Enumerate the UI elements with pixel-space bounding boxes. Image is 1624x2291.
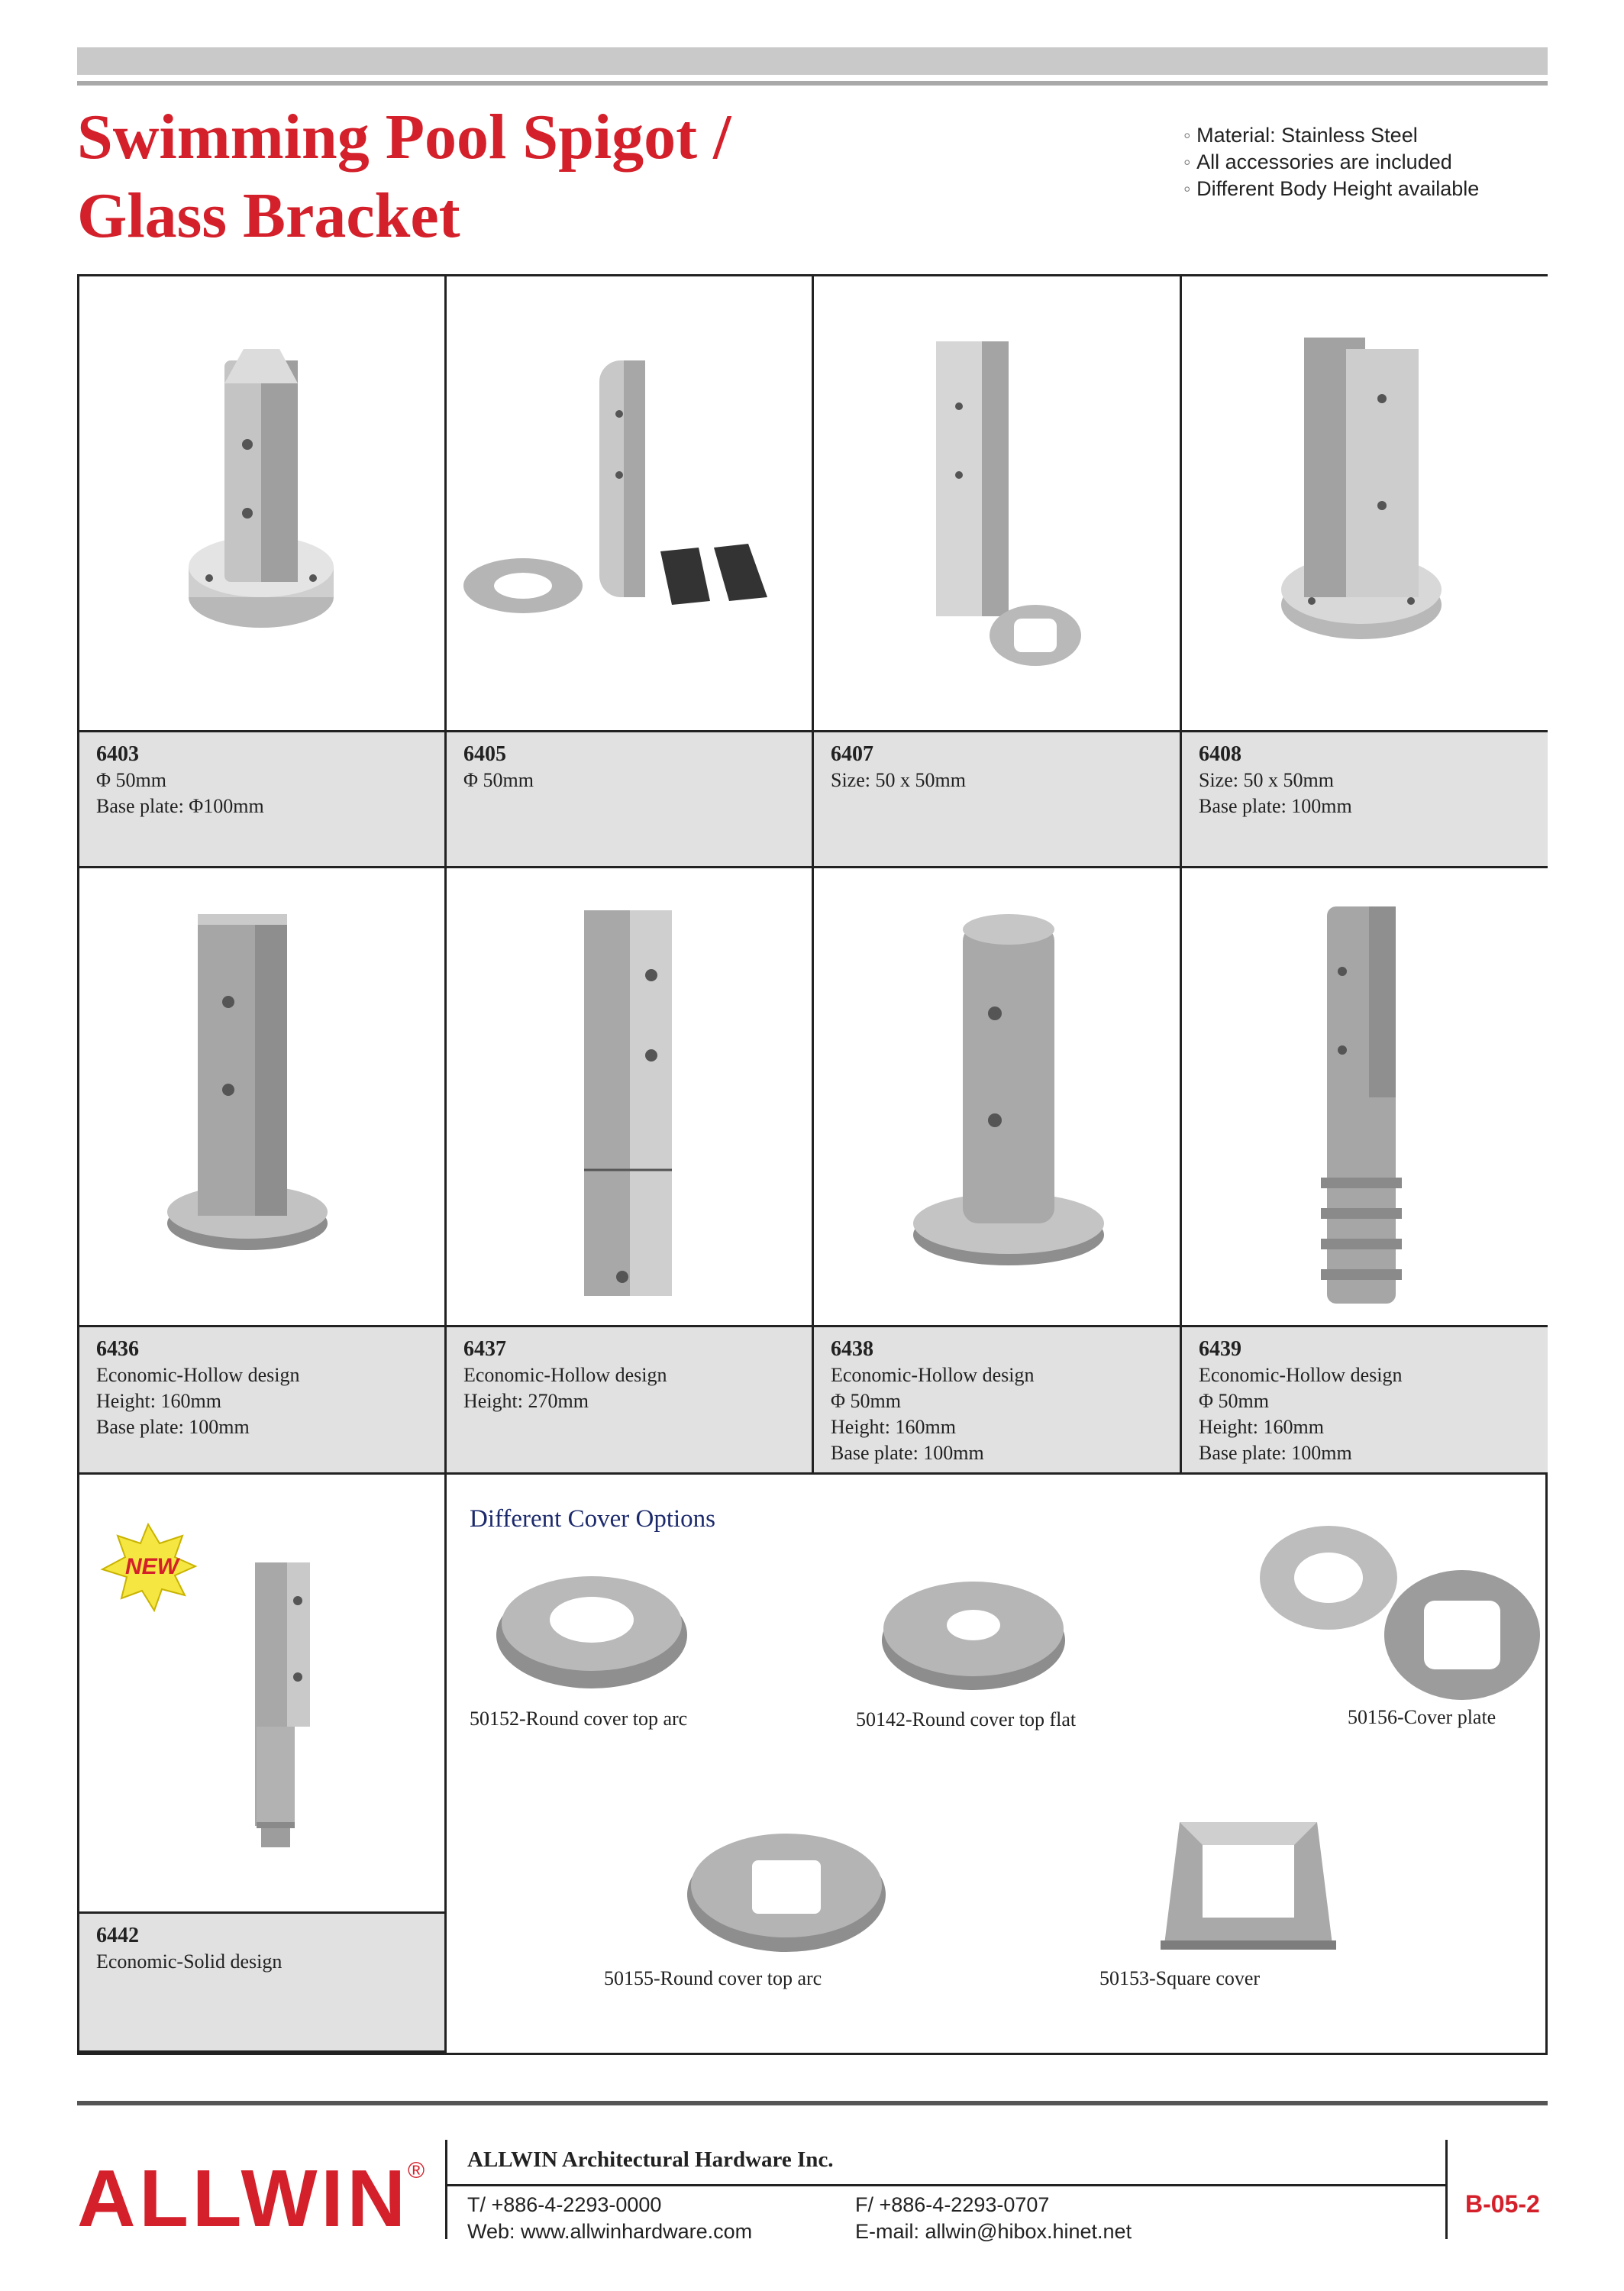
title-line-2: Glass Bracket	[77, 180, 460, 251]
product-code: 6436	[96, 1337, 139, 1361]
product-code: 6407	[831, 742, 873, 766]
product-card-6408	[1182, 276, 1548, 868]
top-decor-bar	[77, 47, 1548, 75]
company-name: ALLWIN Architectural Hardware Inc.	[467, 2147, 834, 2172]
feature-item: ◦ Material: Stainless Steel	[1183, 122, 1479, 149]
product-spec: Base plate: 100mm	[831, 1442, 984, 1464]
product-spec: Economic-Hollow design	[1199, 1364, 1403, 1386]
cover-label-50142: 50142-Round cover top flat	[856, 1708, 1077, 1730]
page-title	[77, 98, 731, 255]
product-caption-6442	[79, 1914, 447, 2053]
cover-plate-icon	[1256, 1517, 1546, 1708]
product-spec: Base plate: Φ100mm	[96, 795, 264, 817]
product-card-6437	[447, 868, 814, 1475]
product-image-6403	[79, 276, 447, 732]
contact-left	[467, 2192, 752, 2245]
cover-label-50155: 50155-Round cover top arc	[604, 1967, 822, 1989]
new-badge-text: NEW	[125, 1554, 179, 1579]
spigot-hollow-round-icon	[814, 868, 1180, 1325]
cover-round-arc-square-icon	[683, 1818, 889, 1956]
product-spec: Economic-Hollow design	[463, 1364, 667, 1386]
product-card-6407	[814, 276, 1182, 868]
page-code: B-05-2	[1465, 2190, 1540, 2218]
product-code: 6403	[96, 742, 139, 766]
product-spec: Size: 50 x 50mm	[831, 769, 966, 791]
product-card-6405	[447, 276, 814, 868]
product-spec: Base plate: 100mm	[96, 1416, 250, 1438]
product-code: 6405	[463, 742, 506, 766]
product-code: 6438	[831, 1337, 873, 1361]
product-caption-6439	[1182, 1327, 1548, 1475]
cover-label-50152: 50152-Round cover top arc	[470, 1708, 688, 1730]
product-spec: Φ 50mm	[463, 769, 534, 791]
feature-list	[1183, 122, 1479, 202]
product-image-6405	[447, 276, 814, 732]
product-spec: Height: 160mm	[831, 1416, 956, 1438]
product-card-6438	[814, 868, 1182, 1475]
product-card-6442	[79, 1475, 447, 2053]
footer-right-divider	[1445, 2140, 1448, 2239]
product-caption-6407	[814, 732, 1182, 868]
allwin-logo-icon	[77, 2154, 436, 2238]
cover-options-panel	[447, 1475, 1548, 2053]
spigot-tube-icon	[447, 276, 812, 730]
product-spec: Φ 50mm	[1199, 1390, 1269, 1412]
spigot-square-icon	[814, 276, 1180, 730]
footer-vertical-divider	[445, 2140, 447, 2239]
product-caption-6438	[814, 1327, 1182, 1475]
cover-label-50153: 50153-Square cover	[1099, 1967, 1261, 1989]
product-card-6403	[79, 276, 447, 868]
footer-divider	[77, 2101, 1548, 2105]
title-line-1: Swimming Pool Spigot /	[77, 102, 731, 173]
product-caption-6405	[447, 732, 814, 868]
product-spec: Economic-Solid design	[96, 1950, 283, 1973]
product-image-6439	[1182, 868, 1548, 1327]
cover-round-flat-icon	[878, 1560, 1069, 1694]
product-caption-6408	[1182, 732, 1548, 868]
website-link[interactable]: Web: www.allwinhardware.com	[467, 2220, 753, 2243]
fax-number: F/ +886-4-2293-0707	[855, 2193, 1050, 2216]
product-spec: Base plate: 100mm	[1199, 1442, 1352, 1464]
product-spec: Size: 50 x 50mm	[1199, 769, 1334, 791]
product-spec: Height: 270mm	[463, 1390, 589, 1412]
product-grid	[77, 274, 1548, 2055]
product-caption-6436	[79, 1327, 447, 1475]
product-spec: Φ 50mm	[96, 769, 166, 791]
spigot-hollow-square-icon	[79, 868, 444, 1325]
registered-mark: ®	[408, 2158, 425, 2183]
phone-number: T/ +886-4-2293-0000	[467, 2193, 662, 2216]
top-decor-line	[77, 81, 1548, 86]
allwin-logo	[77, 2154, 436, 2238]
product-spec: Height: 160mm	[1199, 1416, 1324, 1438]
cover-options-heading: Different Cover Options	[470, 1505, 715, 1533]
cover-round-arc-icon	[492, 1559, 691, 1692]
cover-square-icon	[1149, 1814, 1348, 1956]
spigot-round-icon	[79, 276, 444, 730]
spigot-solid-icon	[79, 1475, 444, 1911]
spigot-hollow-tall-icon	[447, 868, 812, 1325]
cover-label-50156: 50156-Cover plate	[1348, 1706, 1496, 1728]
footer-horizontal-divider	[445, 2184, 1445, 2186]
product-image-6436	[79, 868, 447, 1327]
product-code: 6442	[96, 1924, 139, 1947]
product-card-6436	[79, 868, 447, 1475]
product-image-6437	[447, 868, 814, 1327]
product-spec: Economic-Hollow design	[96, 1364, 300, 1386]
feature-item: ◦ Different Body Height available	[1183, 176, 1479, 202]
product-code: 6437	[463, 1337, 506, 1361]
product-spec: Base plate: 100mm	[1199, 795, 1352, 817]
spigot-hollow-slim-icon	[1182, 868, 1548, 1325]
product-code: 6408	[1199, 742, 1241, 766]
product-code: 6439	[1199, 1337, 1241, 1361]
product-image-6408	[1182, 276, 1548, 732]
product-spec: Economic-Hollow design	[831, 1364, 1035, 1386]
product-caption-6403	[79, 732, 447, 868]
feature-item: ◦ All accessories are included	[1183, 149, 1479, 176]
spigot-square-base-icon	[1182, 276, 1548, 730]
product-image-6407	[814, 276, 1182, 732]
contact-right	[855, 2192, 1132, 2245]
product-image-6438	[814, 868, 1182, 1327]
product-spec: Height: 160mm	[96, 1390, 221, 1412]
logo-text: ALLWIN	[77, 2154, 405, 2238]
product-image-6442	[79, 1475, 447, 1914]
product-spec: Φ 50mm	[831, 1390, 901, 1412]
product-caption-6437	[447, 1327, 814, 1475]
email-link[interactable]: E-mail: allwin@hibox.hinet.net	[855, 2220, 1132, 2243]
product-card-6439	[1182, 868, 1548, 1475]
